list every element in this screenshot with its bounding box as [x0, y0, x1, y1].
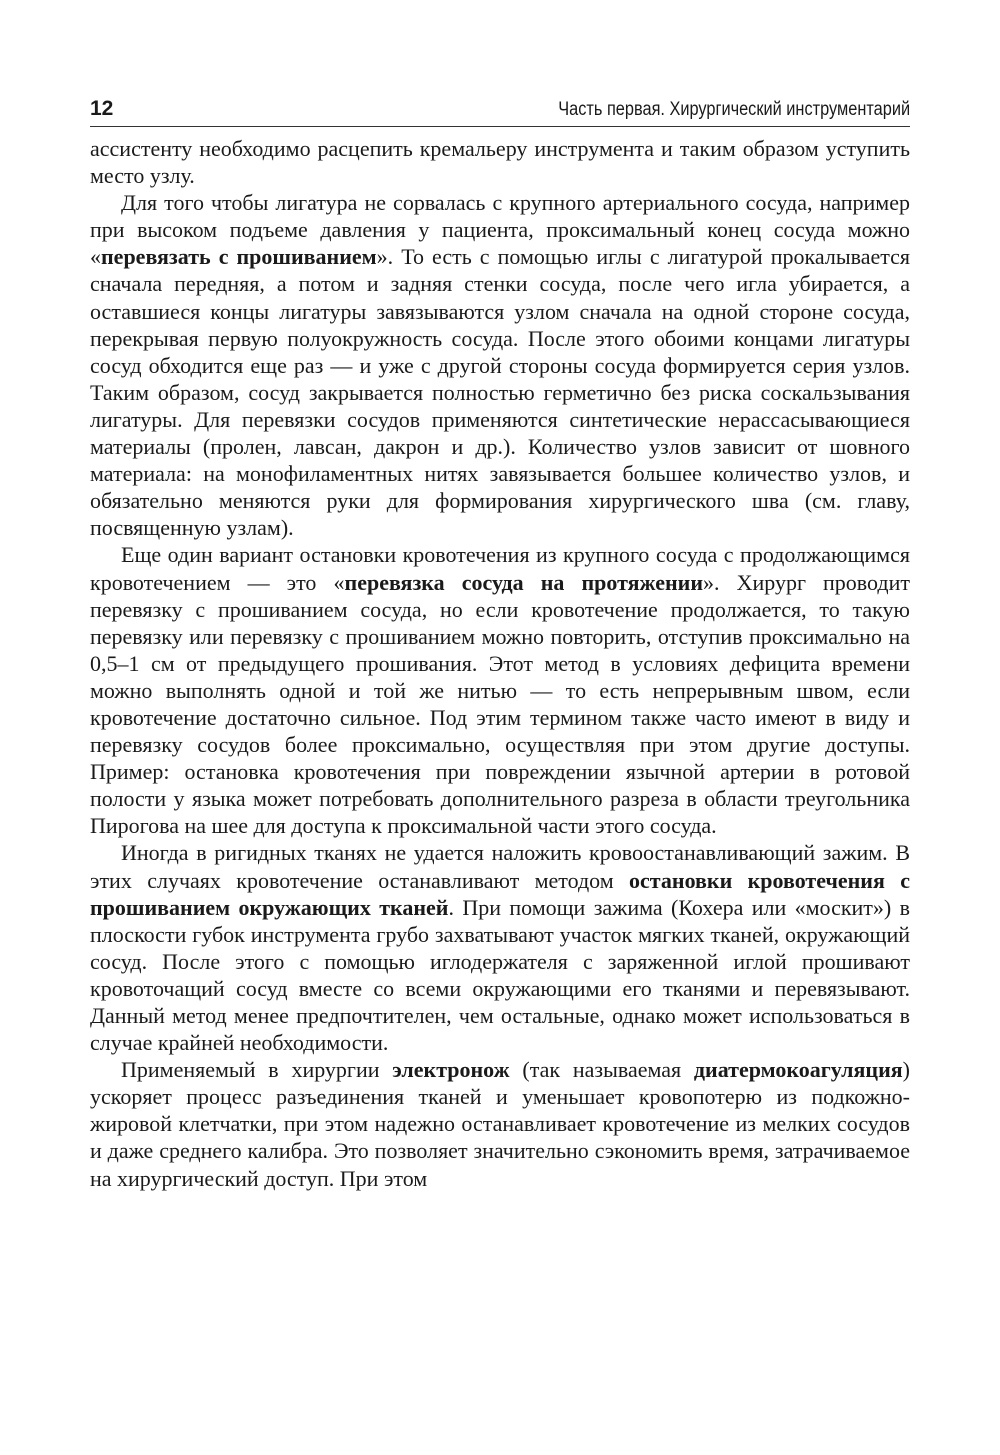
text-run: ». Хирург проводит перевязку с прошиванием сосуда, но если кровотечение продолжается, то такую перевязку или перевязку с прошиванием можно повторить, отступив проксимально на 0,5–1 см от предыдущего прошивания. Этот метод в условиях дефицита времени можно выполнять одной и той же нитью — то есть непрерывным швом, если кровотечение достаточно сильное. Под этим термином также часто имеют в виду и перевязку сосудов более проксимально, осуществляя при этом другие доступы. Пример: остановка кровотечения при повреждении язычной артерии в ротовой полости у языка может потребовать дополнительного разреза в области треугольника Пирогова на шее для доступа к проксимальной части этого сосуда. — [90, 569, 910, 839]
bold-term: перевязать с прошиванием — [101, 244, 377, 270]
page-number: 12 — [90, 97, 114, 120]
body-text — [90, 135, 910, 1192]
bold-term: остановки кровотечения с прошиванием окружающих тканей — [90, 867, 911, 920]
text-run: Еще один вариант остановки кровотечения из крупного сосуда с продолжающимся кровотечением — это « — [90, 542, 910, 595]
bold-term: перевязка сосуда на протяжении — [344, 569, 703, 595]
paragraph-suturing-surrounding-tissue — [90, 839, 910, 1056]
paragraph-continuation — [90, 135, 910, 189]
text-run: Для того чтобы лигатура не сорвалась с крупного артериального сосуда, например при высоком подъеме давления у пациента, проксимальный конец сосуда можно « — [90, 190, 910, 270]
text-run: ) ускоряет процесс разъединения тканей и уменьшает кровопотерю из подкожно-жировой клетчатки, при этом надежно останавливает кровотечение из мелких сосудов и даже среднего калибра. Это позволяет значительно сэкономить время, затрачиваемое на хирургический доступ. При этом — [90, 1057, 910, 1191]
text-run: ассистенту необходимо расцепить кремальеру инструмента и таким образом уступить место узлу. — [90, 136, 910, 189]
text-run: (так называемая — [509, 1057, 694, 1083]
page-header — [90, 96, 910, 127]
text-run: . При помощи зажима (Кохера или «москит») в плоскости губок инструмента грубо захватывают участок мягких тканей, окружающий сосуд. После этого с помощью иглодержателя с заряженной иглой прошивают кровоточащий сосуд вместе со всеми окружающими его тканями и перевязывают. Данный метод менее предпочтителен, чем остальные, однако может использоваться в случае крайней необходимости. — [90, 894, 910, 1056]
text-run: Иногда в ригидных тканях не удается наложить кровоостанавливающий зажим. В этих случаях кровотечение останавливают методом — [90, 840, 910, 893]
bold-term: диатермокоагуляция — [693, 1057, 903, 1083]
book-page — [90, 96, 910, 1192]
bold-term: электронож — [392, 1057, 510, 1083]
text-run: ». То есть с помощью иглы с лигатурой прокалывается сначала передняя, а потом и задняя стенки сосуда, после чего игла убирается, а оставшиеся концы лигатуры завязываются узлом сначала на одной стороне сосуда, перекрывая первую полуокружность сосуда. После этого обоими концами лигатуры сосуд обходится еще раз — и уже с другой стороны сосуда формируется серия узлов. Таким образом, сосуд закрывается полностью герметично без риска соскальзывания лигатуры. Для перевязки сосудов применяются синтетические нерассасывающиеся материалы (пролен, лавсан, дакрон и др.). Количество узлов зависит от шовного материала: на монофиламентных нитях завязывается большее количество узлов, и обязательно меняются руки для формирования хирургического шва (см. главу, посвященную узлам). — [90, 244, 910, 541]
running-title: Часть первая. Хирургический инструментарий — [558, 99, 910, 120]
paragraph-electroknife — [90, 1056, 910, 1191]
paragraph-ligation-with-suturing — [90, 189, 910, 541]
text-run: Применяемый в хирургии — [121, 1057, 393, 1083]
paragraph-ligation-along-vessel — [90, 541, 910, 839]
